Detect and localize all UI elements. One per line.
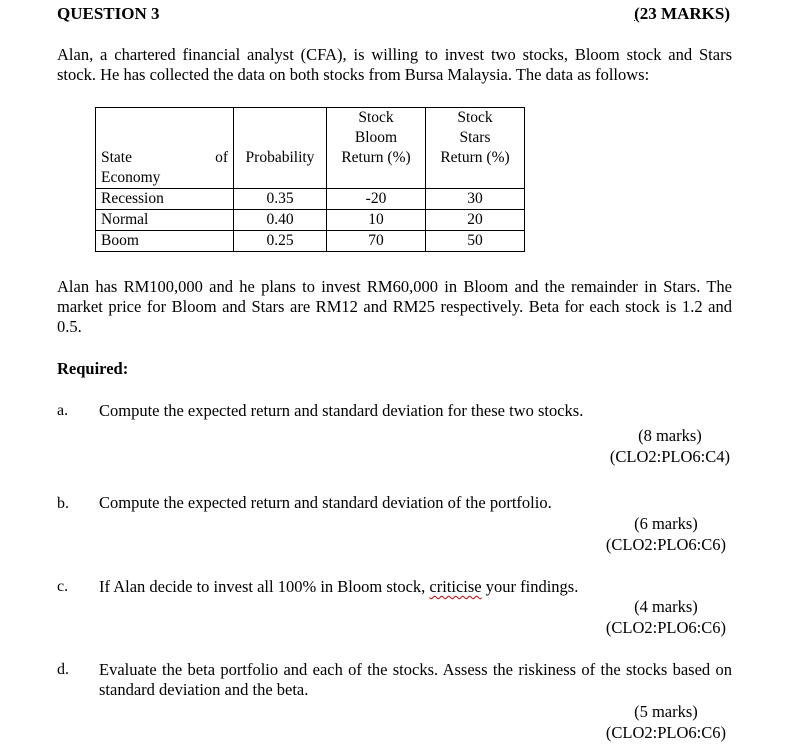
question-b-clo: (CLO2:PLO6:C6) xyxy=(605,535,726,554)
header-state-label: State xyxy=(101,149,132,166)
cell-stars-return: 50 xyxy=(426,231,525,252)
header-bloom-line2: Bloom xyxy=(354,129,398,146)
required-label: Required: xyxy=(57,359,129,378)
scenario-paragraph: Alan has RM100,000 and he plans to invest RM60,000 in Bloom and the remainder in Stars. The market price for Bloom and Stars are RM12 and RM25 respectively. Beta for each stock is 1.2 and 0.5. xyxy=(57,277,732,336)
question-c-letter: c. xyxy=(57,578,69,595)
question-title: QUESTION 3 xyxy=(57,4,160,23)
header-state-cell xyxy=(96,108,234,189)
cell-bloom-return: 70 xyxy=(327,231,426,252)
header-stars-cell xyxy=(426,108,525,189)
cell-stars-return: 30 xyxy=(426,189,525,210)
question-c-text-wavy: criticise xyxy=(429,577,482,596)
question-d-text: Evaluate the beta portfolio and each of the stocks. Assess the riskiness of the stocks based on standard deviation and the beta. xyxy=(99,660,732,699)
question-a-clo: (CLO2:PLO6:C4) xyxy=(609,447,730,466)
question-a-letter: a. xyxy=(57,402,69,419)
total-marks xyxy=(634,4,730,24)
header-stars-return: Return (%) xyxy=(440,149,510,166)
question-a-marks: (8 marks) xyxy=(638,426,702,445)
cell-stars-return: 20 xyxy=(426,210,525,231)
question-b-text: Compute the expected return and standard deviation of the portfolio. xyxy=(99,493,552,512)
total-marks-prefix: ( xyxy=(634,4,640,23)
header-bloom-line1: Stock xyxy=(358,109,394,126)
table-row xyxy=(96,210,525,231)
cell-probability: 0.40 xyxy=(234,210,327,231)
cell-state: Boom xyxy=(96,231,234,252)
question-d-marks: (5 marks) xyxy=(634,702,698,721)
question-b-marks: (6 marks) xyxy=(634,514,698,533)
table-row xyxy=(96,231,525,252)
cell-bloom-return: -20 xyxy=(327,189,426,210)
cell-probability: 0.25 xyxy=(234,231,327,252)
cell-bloom-return: 10 xyxy=(327,210,426,231)
cell-state: Recession xyxy=(96,189,234,210)
question-d-letter: d. xyxy=(57,661,69,678)
cell-probability: 0.35 xyxy=(234,189,327,210)
question-c-marks-block xyxy=(606,596,726,638)
header-stars-line1: Stock xyxy=(457,109,493,126)
intro-paragraph: Alan, a chartered financial analyst (CFA), is willing to invest two stocks, Bloom stock and Stars stock. He has collected the data on both stocks from Bursa Malaysia. The data as follows: xyxy=(57,45,732,84)
cell-state: Normal xyxy=(96,210,234,231)
header-of-label: of xyxy=(215,149,228,166)
header-probability-cell xyxy=(234,108,327,189)
header-probability-label: Probability xyxy=(245,149,315,166)
header-bloom-cell xyxy=(327,108,426,189)
question-c-text-after: your findings. xyxy=(481,577,579,596)
question-d-clo: (CLO2:PLO6:C6) xyxy=(605,723,726,742)
question-b-marks-block xyxy=(606,513,726,555)
header-economy-label: Economy xyxy=(101,169,161,186)
question-c-clo: (CLO2:PLO6:C6) xyxy=(605,618,726,637)
question-a-text: Compute the expected return and standard deviation for these two stocks. xyxy=(99,401,584,420)
question-c-marks: (4 marks) xyxy=(634,597,698,616)
table-row xyxy=(96,189,525,210)
question-c-text xyxy=(99,577,732,597)
header-stars-line2: Stars xyxy=(459,129,491,146)
question-a-marks-block xyxy=(610,425,730,467)
header-bloom-return: Return (%) xyxy=(341,149,411,166)
question-d-marks-block xyxy=(606,701,726,743)
stock-data-table xyxy=(95,107,525,252)
total-marks-value: 23 MARKS) xyxy=(639,4,730,23)
question-c-text-before: If Alan decide to invest all 100% in Bloom stock, xyxy=(99,577,430,596)
question-b-letter: b. xyxy=(57,495,69,512)
